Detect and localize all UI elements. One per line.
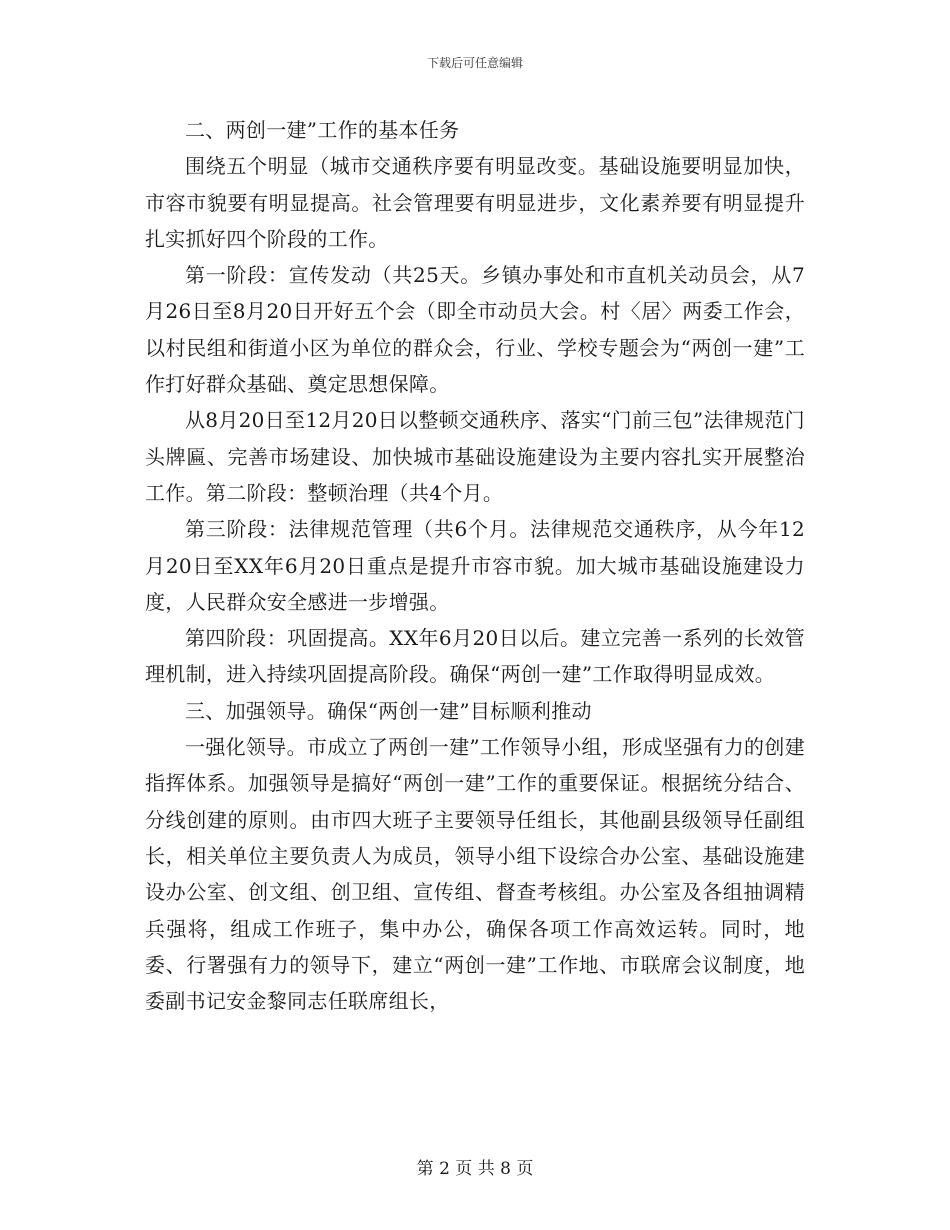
- paragraph-stage-two: 从8月20日至12月20日以整顿交通秩序、落实“门前三包”法律规范门头牌匾、完善市场建设、加快城市基础设施建设为主要内容扎实开展整治工作。第二阶段：整顿治理（共4个月。: [145, 408, 805, 505]
- paragraph-stage-one: 第一阶段：宣传发动（共25天。乡镇办事处和市直机关动员会，从7月26日至8月20日开好五个会（即全市动员大会。村〈居〉两委工作会，以村民组和街道小区为单位的群众会，行业、学校专题会为“两创一建”工作打好群众基础、奠定思想保障。: [145, 263, 805, 397]
- page-number: 第 2 页 共 8 页: [416, 1159, 534, 1179]
- paragraph-strengthen-leadership: 一强化领导。市成立了两创一建”工作领导小组，形成坚强有力的创建指挥体系。加强领导是搞好“两创一建”工作的重要保证。根据统分结合、分线创建的原则。由市四大班子主要领导任组长，其他副县级领导任副组长，相关单位主要负责人为成员，领导小组下设综合办公室、基础设施建设办公室、创文组、创卫组、宣传组、督查考核组。办公室及各组抽调精兵强将，组成工作班子，集中办公，确保各项工作高效运转。同时，地委、行署强有力的领导下，建立“两创一建”工作地、市联席会议制度，地委副书记安金黎同志任联席组长，: [145, 735, 805, 1014]
- document-body: [145, 112, 805, 1019]
- section-heading-tasks: 二、两创一建”工作的基本任务: [185, 118, 460, 142]
- paragraph-five-obvious: 围绕五个明显（城市交通秩序要有明显改变。基础设施要明显加快，市容市貌要有明显提高。社会管理要有明显进步，文化素养要有明显提升扎实抓好四个阶段的工作。: [145, 154, 805, 251]
- header-note: 下载后可任意编辑: [426, 56, 523, 70]
- paragraph-stage-four: 第四阶段：巩固提高。XX年6月20日以后。建立完善一系列的长效管理机制，进入持续巩固提高阶段。确保“两创一建”工作取得明显成效。: [145, 626, 805, 687]
- paragraph-stage-three: 第三阶段：法律规范管理（共6个月。法律规范交通秩序，从今年12月20日至XX年6月20日重点是提升市容市貌。加大城市基础设施建设力度，人民群众安全感进一步增强。: [145, 517, 805, 614]
- section-heading-leadership: 三、加强领导。确保“两创一建”目标顺利推动: [185, 698, 592, 723]
